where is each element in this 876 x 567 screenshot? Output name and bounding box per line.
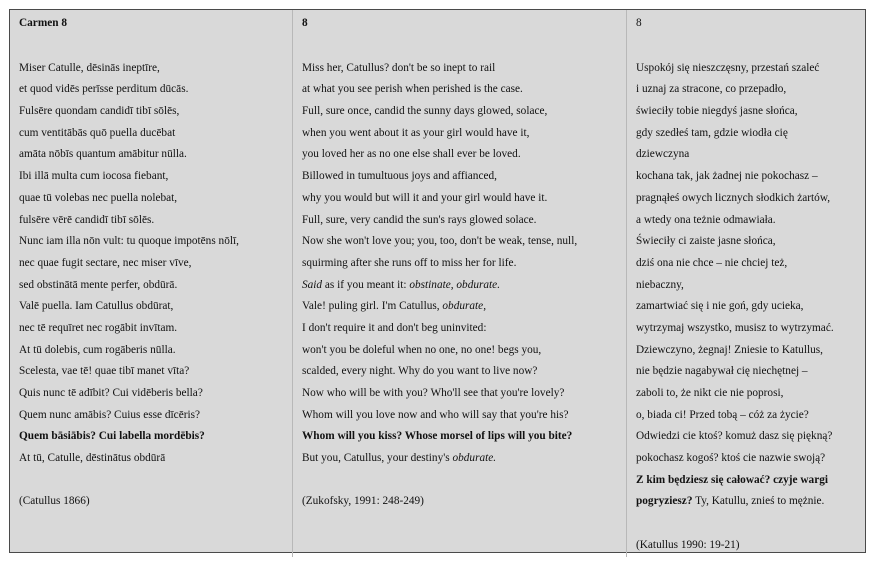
poem-line: Ibi illā multa cum iocosa fiebant, [19, 170, 169, 183]
spacer [302, 36, 618, 58]
poem-line: et quod vidēs perīsse perditum dūcās. [19, 83, 189, 96]
latin-heading: Carmen 8 [19, 17, 68, 29]
zukofsky-heading: 8 [302, 17, 308, 29]
latin-column [10, 10, 292, 557]
latin-citation: (Catullus 1866) [19, 495, 90, 508]
said-italic: Said [302, 278, 323, 291]
poem-line: i uznaj za stracone, co przepadło, [636, 83, 787, 96]
poem-line: At tū, Catulle, dēstinātus obdūrā [19, 452, 166, 465]
poem-line: At tū dolebis, cum rogāberis nūlla. [19, 343, 176, 356]
poem-line: Fulsēre quondam candidī tibī sōlēs, [19, 105, 180, 118]
poem-line: squirming after she runs off to miss her for life. [302, 256, 517, 269]
poem-line: amāta nōbīs quantum amābitur nūlla. [19, 148, 187, 161]
poem-line: nec tē requīret nec rogābit invītam. [19, 321, 178, 334]
polish-heading: 8 [636, 17, 642, 29]
poem-line-tail [636, 491, 857, 513]
poem-line: won't you be doleful when no one, no one! begs you, [302, 343, 542, 356]
poem-line: dziś ona nie chce – nie chciej też, [636, 256, 788, 269]
poem-line: zaboli to, że nikt cie nie poprosi, [636, 387, 784, 399]
poem-line: fulsēre vērē candidī tibī sōlēs. [19, 213, 155, 226]
poem-line: Scelesta, vae tē! quae tibī manet vīta? [19, 365, 190, 378]
poem-line: Quis nunc tē adībit? Cui vidēberis bella? [19, 387, 203, 399]
poem-line-bold: Whom will you kiss? Whose morsel of lips will you bite? [302, 430, 573, 443]
poem-line: pragnąłeś owych licznych słodkich żartów, [636, 191, 831, 204]
spacer [636, 36, 857, 58]
poem-line: at what you see perish when perished is the case. [302, 83, 523, 96]
poem-line: Dziewczyno, żegnaj! Zniesie to Katullus, [636, 343, 823, 356]
last-plain: But you, Catullus, your destiny's [302, 452, 453, 465]
poem-comparison-table [9, 9, 866, 553]
tail-plain: Ty, Katullu, znieś to mężnie. [692, 495, 825, 508]
vale-plain: Vale! puling girl. I'm Catullus, [302, 300, 443, 313]
zukofsky-lines [302, 58, 618, 470]
said-plain: as if you meant it: [322, 278, 410, 291]
poem-line: gdy szedłeś tam, gdzie wiodła cię [636, 126, 788, 139]
spacer [19, 470, 284, 492]
poem-line: nec quae fugit sectare, nec miser vīve, [19, 256, 192, 269]
poem-line: sed obstinātā mente perfer, obdūrā. [19, 278, 178, 291]
poem-line: you loved her as no one else shall ever be loved. [302, 148, 521, 161]
poem-line: Valē puella. Iam Catullus obdūrat, [19, 300, 174, 313]
poem-line: Miss her, Catullus? don't be so inept to rail [302, 61, 496, 74]
poem-line: niebaczny, [636, 278, 684, 291]
bold-fragment: pogryziesz? [636, 495, 693, 508]
poem-line-bold: Z kim będziesz się całować? czyje wargi [636, 473, 828, 486]
spacer [19, 36, 284, 58]
poem-line: why you would but will it and your girl would have it. [302, 191, 548, 204]
spacer [636, 513, 857, 535]
poem-line: Whom will you love now and who will say that you're his? [302, 408, 569, 421]
last-italic: obdurate. [452, 452, 497, 465]
poem-line-vale [302, 296, 618, 318]
poem-line: Świeciły ci zaiste jasne słońca, [636, 235, 776, 248]
poem-line: scalded, every night. Why do you want to live now? [302, 365, 538, 378]
poem-line: wytrzymaj wszystko, musisz to wytrzymać. [636, 321, 834, 334]
poem-line: Miser Catulle, dēsinās ineptīre, [19, 61, 160, 74]
poem-line: cum ventitābās quō puella ducēbat [19, 126, 176, 139]
zukofsky-column [292, 10, 626, 557]
poem-line: a wtedy ona teżnie odmawiała. [636, 213, 776, 226]
poem-line-last [302, 448, 618, 470]
poem-line: zamartwiać się i nie goń, gdy ucieka, [636, 300, 804, 313]
poem-line: quae tū volebas nec puella nolebat, [19, 191, 178, 204]
polish-column [626, 10, 865, 557]
latin-lines [19, 58, 284, 470]
poem-line: Now who will be with you? Who'll see that you're lovely? [302, 387, 565, 399]
poem-line: Quem nunc amābis? Cuius esse dīcēris? [19, 408, 201, 421]
poem-line: Now she won't love you; you, too, don't be weak, tense, null, [302, 235, 578, 248]
poem-line-bold: Quem bāsiābis? Cui labella mordēbis? [19, 430, 205, 443]
poem-line: Uspokój się nieszczęsny, przestań szaleć [636, 61, 820, 74]
poem-line: nie będzie nagabywał cię niechętnej – [636, 365, 808, 378]
vale-italic: obdurate, [442, 300, 487, 313]
poem-line: Full, sure once, candid the sunny days glowed, solace, [302, 105, 548, 118]
zukofsky-citation: (Zukofsky, 1991: 248-249) [302, 495, 424, 508]
poem-line-said [302, 275, 618, 297]
poem-line: kochana tak, jak żadnej nie pokochasz – [636, 170, 818, 183]
poem-line: I don't require it and don't beg uninvited: [302, 321, 487, 334]
poem-line: Billowed in tumultuous joys and affianced, [302, 170, 497, 183]
polish-citation: (Katullus 1990: 19-21) [636, 538, 740, 551]
poem-line: Full, sure, very candid the sun's rays glowed solace. [302, 213, 537, 226]
poem-line: when you went about it as your girl would have it, [302, 126, 530, 139]
poem-line: Nunc iam illa nōn vult: tu quoque impotēns nōlī, [19, 235, 239, 248]
poem-line: dziewczyna [636, 148, 690, 161]
poem-line: o, biada ci! Przed tobą – cóż za życie? [636, 408, 809, 421]
polish-lines [636, 58, 857, 513]
poem-line: pokochasz kogoś? ktoś cie nazwie swoją? [636, 452, 826, 465]
spacer [302, 470, 618, 492]
said-italic-2: obstinate, obdurate. [409, 278, 501, 291]
poem-line: Odwiedzi cie ktoś? komuż dasz się piękną? [636, 430, 833, 443]
poem-line: świeciły tobie niegdyś jasne słońca, [636, 105, 798, 118]
